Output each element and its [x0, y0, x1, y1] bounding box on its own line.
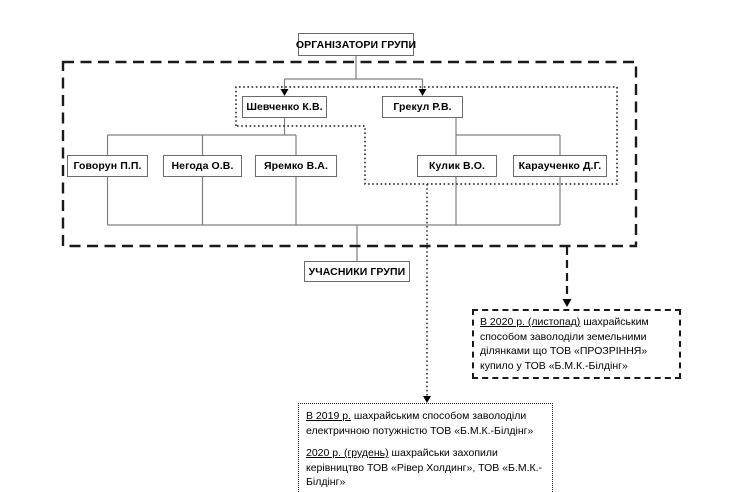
arrow-down-icon: [281, 89, 289, 96]
note-2020-november: [472, 309, 681, 379]
node-hovorun: Говорун П.П.: [67, 155, 148, 177]
note-body: шахрайським способом заволоділи електричною потужністю ТОВ «Б.М.К.-Білдінг»: [306, 410, 534, 437]
arrow-down-icon: [419, 89, 427, 96]
note-2019-2020: [298, 403, 553, 492]
node-grekul: Грекул Р.В.: [382, 96, 463, 118]
note-body: шахрайськи захопили керівництво ТОВ «Рівер Холдинг», ТОВ «Б.М.К.-Білдінг»: [306, 447, 543, 488]
node-shevchenko: Шевченко К.В.: [242, 96, 327, 118]
note-lead-underlined: 2020 р. (грудень): [306, 447, 389, 459]
node-kulyk: Кулик В.О.: [417, 155, 497, 177]
group-boundary-dashed-frame: [63, 62, 636, 246]
node-karauchenko: Караученко Д.Г.: [513, 155, 607, 177]
node-yaremko: Яремко В.А.: [255, 155, 337, 177]
arrow-down-icon: [423, 396, 431, 403]
note-lead-underlined: В 2019 р.: [306, 410, 351, 422]
arrow-down-icon: [563, 299, 572, 307]
node-participants-header: УЧАСНИКИ ГРУПИ: [304, 261, 410, 282]
node-organizers-header: ОРГАНІЗАТОРИ ГРУПИ: [298, 33, 414, 56]
note-body: шахрайським способом заволоділи земельними ділянками що ТОВ «ПРОЗРІННЯ» купило у ТОВ «Б.М.К.-Білдінг»: [480, 316, 649, 372]
note-lead-underlined: В 2020 р. (листопад): [480, 316, 581, 328]
node-nehoda: Негода О.В.: [163, 155, 242, 177]
